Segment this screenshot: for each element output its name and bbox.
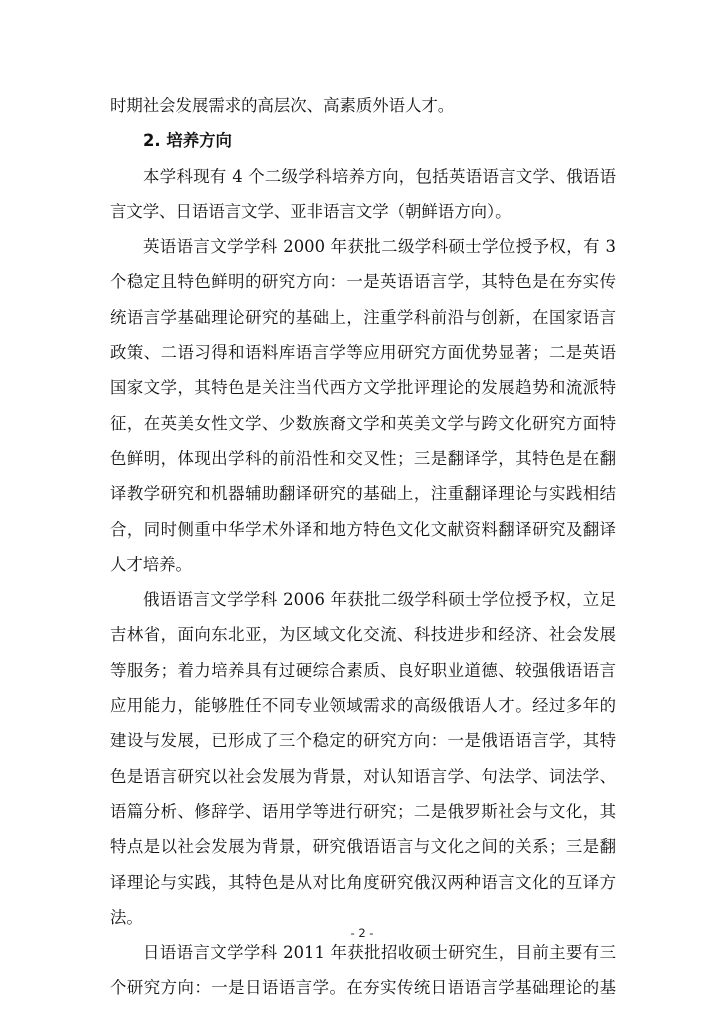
page-number: - 2 -	[350, 926, 374, 940]
paragraph-line: 译理论与实践，其特色是从对比角度研究俄汉两种语言文化的互译方	[110, 872, 616, 892]
paragraph-line: 色鲜明，体现出学科的前沿性和交叉性；三是翻译学，其特色是在翻	[110, 448, 616, 468]
paragraph-line: 征，在英美女性文学、少数族裔文学和英美文学与跨文化研究方面特	[110, 413, 616, 433]
paragraph-line: 合，同时侧重中华学术外译和地方特色文化文献资料翻译研究及翻译	[110, 519, 616, 539]
paragraph-line: 个研究方向：一是日语语言学。在夯实传统日语语言学基础理论的基	[110, 978, 616, 998]
paragraph-line: 俄语语言文学学科 2006 年获批二级学科硕士学位授予权，立足	[143, 590, 616, 610]
paragraph-line: 语篇分析、修辞学、语用学等进行研究；二是俄罗斯社会与文化，其	[110, 801, 616, 821]
paragraph-line: 英语语言文学学科 2000 年获批二级学科硕士学位授予权，有 3	[143, 237, 616, 257]
paragraph-line: 译教学研究和机器辅助翻译研究的基础上，注重翻译理论与实践相结	[110, 484, 616, 504]
paragraph-line: 法。	[110, 907, 143, 927]
paragraph-line: 本学科现有 4 个二级学科培养方向，包括英语语言文学、俄语语	[143, 166, 616, 186]
paragraph-line: 人才培养。	[110, 554, 192, 574]
paragraph-line: 特点是以社会发展为背景，研究俄语语言与文化之间的关系；三是翻	[110, 837, 616, 857]
paragraph-line: 政策、二语习得和语料库语言学等应用研究方面优势显著；二是英语	[110, 343, 616, 363]
paragraph-line: 应用能力，能够胜任不同专业领域需求的高级俄语人才。经过多年的	[110, 696, 616, 716]
paragraph-line: 日语语言文学学科 2011 年获批招收硕士研究生，目前主要有三	[143, 943, 616, 963]
paragraph-line: 等服务；着力培养具有过硬综合素质、良好职业道德、较强俄语语言	[110, 660, 616, 680]
paragraph-line: 吉林省，面向东北亚，为区域文化交流、科技进步和经济、社会发展	[110, 625, 616, 645]
body-text	[110, 88, 616, 1006]
paragraph-line: 统语言学基础理论研究的基础上，注重学科前沿与创新，在国家语言	[110, 307, 616, 327]
paragraph-line: 国家文学，其特色是关注当代西方文学批评理论的发展趋势和流派特	[110, 378, 616, 398]
paragraph-line: 时期社会发展需求的高层次、高素质外语人才。	[110, 96, 455, 115]
paragraph-line: 言文学、日语语言文学、亚非语言文学（朝鲜语方向）。	[110, 201, 512, 221]
paragraph-line: 色是语言研究以社会发展为背景，对认知语言学、句法学、词法学、	[110, 766, 616, 786]
section-heading: 2. 培养方向	[143, 131, 232, 151]
paragraph-line: 个稳定且特色鲜明的研究方向：一是英语语言学，其特色是在夯实传	[110, 272, 616, 292]
paragraph-line: 建设与发展，已形成了三个稳定的研究方向：一是俄语语言学，其特	[110, 731, 616, 751]
